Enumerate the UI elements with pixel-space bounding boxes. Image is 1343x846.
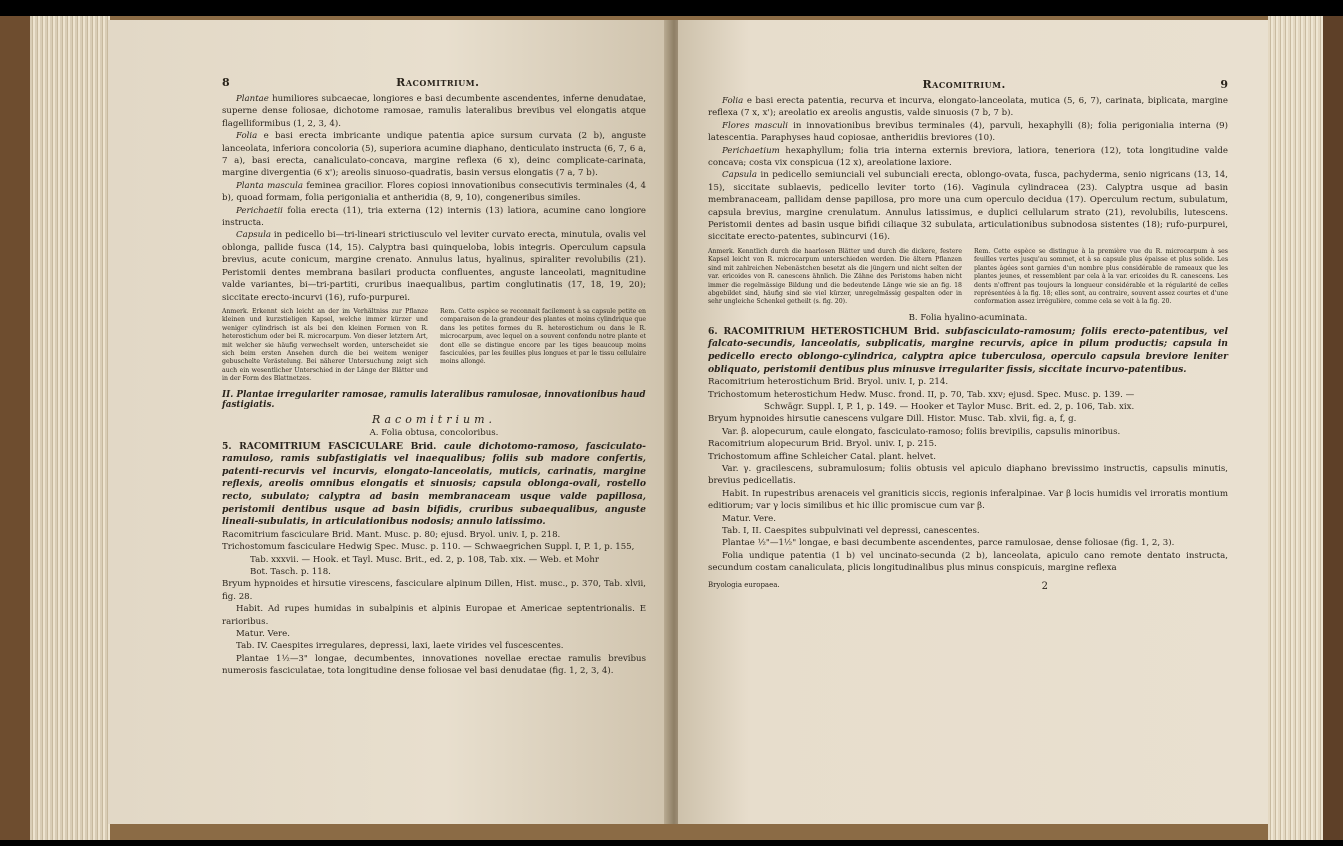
paragraph: Plantae humiliores subcaecae, longiores e basi decumbente ascendentes, inferne denudatae, superne dense foliosae, dichotome ramosae, ramulis lateralibus brevibus vel elongatis atque flagelliformibus (1, 2, 3, 4). [222,94,646,129]
paragraph: Plantae 1½—3" longae, decumbentes, innovationes novellae erectae ramulis brevibus numerosis fasciculatae, tota longitudine dense foliosae vel basi denudatae (fig. 1, 2, 3, 4). [222,653,646,677]
signature-number: 2 [1041,580,1048,592]
citation: Racomitrium heterostichum Brid. Bryol. univ. I, p. 214. [708,377,949,388]
footnotes [222,308,646,384]
paragraph: Capsula in pedicello bi—tri-lineari strictiusculo vel leviter curvato erecta, minutula, ovalis vel oblonga, pallide fusca (14, 15). Calyptra basi quinqueloba, lobis integris. Operculum capsula brevius, acute conicum, margine crenato. Annulus latus, hyalinus, spiraliter revolubilis (21). Peristomii dentes membrana basilari producta confluentes, anguste lanceolati, magnitudine valde variantes, bi—tri-partiti, cruribus inaequalibus, partim conglutinatis (17, 18, 19, 20); siccitate erecto-incurvi (16), rufo-purpurei. [222,230,646,303]
subsection-heading: B. Folia hyalino-acuminata. [908,312,1028,323]
left-cover [0,16,30,840]
paragraph: Plantae ½"—1½" longae, e basi decumbente ascendentes, parce ramulosae, dense foliosae (fig. 1, 2, 3). [722,538,1175,549]
running-head: Racomitrium. [396,76,480,89]
plate-reference: Tab. I, II. Caespites subpulvinati vel depressi, canescentes. [722,525,980,536]
right-page [678,20,1268,824]
right-cover [1323,16,1343,840]
paragraph: Folia undique patentia (1 b) vel uncinato-secunda (2 b), lanceolata, apiculo cano remote dentato instructa, secundum costam canaliculata, plicis longitudinalibus plus minus conspicuis, margine reflexa [708,550,1228,574]
subsection-heading: A. Folia obtusa, concoloribus. [369,427,499,438]
citation: Tab. xxxvii. — Hook. et Tayl. Musc. Brit., ed. 2, p. 108, Tab. xix. — Web. et Mohr [250,554,599,565]
note-french: Rem. Cette espèce se distingue à la première vue du R. microcarpum à ses feuilles vertes jusqu'au sommet, et à sa capsule plus épaisse et plus solide. Les plantes âgées sont garnies d'un nombre plus considérable de rameaux que les plantes jeunes, et ressemblent par cela à la var. ericoides du R. canescens. Les dents n'offrent pas toujours la longueur considérable et la régularité de celles représentées à la fig. 18; elles sont, au contraire, souvent assez courtes et d'une conformation assez irrégulière, comme cela se voit à la fig. 20. [974,247,1228,306]
citation: Bryum hypnoides et hirsutie virescens, fasciculare alpinum Dillen, Hist. musc., p. 370, Tab. xlvii, fig. 28. [222,579,646,602]
note-german: Anmerk. Kenntlich durch die haarlosen Blätter und durch die dickere, festere Kapsel leicht von R. microcarpum unterschieden werden. Die ältern Pflanzen sind mit zahlreichen Nebenästchen besetzt als die jüngern und nicht selten der var. ericoides von R. canescens ähnlich. Die Zähne des Peristoms haben nicht immer die regelmässige Bildung und die bedeutende Länge wie sie an fig. 18 abgebildet sind, häufig sind sie viel kürzer, unregelmässig gespalten oder in sehr ungleiche Schenkel getheilt (s. fig. 20). [708,247,962,306]
section-heading: II. Plantae irregulariter ramosae, ramulis lateralibus ramulosae, innovationibus haud fastigiatis. [222,389,646,410]
left-page-header [222,76,646,89]
genus-title: Racomitrium. [371,412,497,426]
species-heading: 6. RACOMITRIUM HETEROSTICHUM Brid. subfasciculato-ramosum; foliis erecto-patentibus, vel falcato-secundis, lanceolatis, subplicatis, margine recurvis, apice in pilum productis; capsula in pedicello erecto oblongo-cylindrica, calyptra apice tuberculosa, operculo capsula breviore leniter obliquato, peristomii dentibus plus minusve irregulariter fissis, siccitate incurvo-patentibus. [708,325,1229,375]
citation: Var. γ. gracilescens, subramulosum; foliis obtusis vel apiculo diaphano brevissimo instructis, capsulis minutis, brevius pedicellatis. [708,463,1228,487]
citation: Bryum hypnoides hirsutie canescens vulgare Dill. Histor. Musc. Tab. xlvii, fig. a, f, g. [708,414,1077,425]
note-german: Anmerk. Erkennt sich leicht an der im Verhältniss zur Pflanze kleinen und kurzstieligen Kapsel, welche immer kürzer und weniger cylindrisch ist als bei den kleinen Formen von R. heterostichum oder bei R. microcarpum. Von dieser letztern Art, mit welcher sie häufig verwechselt worden, unterscheidet sie sich beim ersten Ansehen durch die bei weitem weniger gebuschelte Verästelung. Bei näherer Untersuchung zeigt sich auch ein wesentlicher Unterschied in der Länge der Blätter und in der Form des Blattnetzes. [222,307,428,383]
paragraph: Perichaetii folia erecta (11), tria externa (12) internis (13) latiora, acumine cano longiore instructa. [222,205,646,229]
maturity: Matur. Vere. [236,628,290,639]
footnotes [708,248,1228,307]
paragraph: Folia e basi erecta imbricante undique patentia apice sursum curvata (2 b), anguste lanceolata, inferiora concoloria (5), superiora acumine diaphano, denticulato instructa (6, 7, 6 a, 7 a), basi erecta, canaliculato-concava, margine reflexa (6 x), deinc complicate-carinata, margine divergentia (6 x'); areolis sinuoso-quadratis, basin versus elongatis (7 a, 7 b). [222,131,646,179]
citation: Trichostomum affine Schleicher Catal. plant. helvet. [708,451,936,462]
citation: Schwägr. Suppl. I, P. 1, p. 149. — Hooker et Taylor Musc. Brit. ed. 2, p. 106, Tab. xix. [764,401,1135,412]
paragraph: Perichaetium hexaphyllum; folia tria interna externis breviora, latiora, teneriora (12), tota longitudine valde concava; costa vix conspicua (12 x), areolatione laxiore. [708,145,1228,169]
citation: Trichostomum heterostichum Hedw. Musc. frond. II, p. 70, Tab. xxv; ejusd. Spec. Musc. p. 139. — [708,389,1135,400]
citation: Racomitrium alopecurum Brid. Bryol. univ. I, p. 215. [708,439,937,450]
page-number: 8 [222,76,230,89]
paragraph: Planta mascula feminea gracilior. Flores copiosi innovationibus consecutivis terminales (4, 4 b), quoad formam, folia perigonialia et antheridia (8, 9, 10), congeneribus similes. [222,180,646,204]
running-head: Racomitrium. [922,78,1006,91]
paragraph: Flores masculi in innovationibus brevibus terminales (4), parvuli, hexaphylli (8); folia perigonialia interna (9) latescentia. Paraphyses haud copiosae, antheridiis breviores (10). [708,120,1229,144]
paragraph: Folia e basi erecta patentia, recurva et incurva, elongato-lanceolata, mutica (5, 6, 7), carinata, biplicata, margine reflexa (7 x, x'); areolatio ex areolis angustis, valde sinuosis (7 b, 7 b). [708,96,1228,119]
citation: Bot. Tasch. p. 118. [250,566,331,577]
left-page [108,20,670,824]
signature-text: Bryologia europaea. [708,580,780,589]
signature-line [708,581,1228,592]
page-number: 9 [1220,78,1228,91]
paragraph: Capsula in pedicello semiunciali vel subunciali erecta, oblongo-ovata, fusca, pachyderma, senio nigricans (13, 14, 15), siccitate sublaevis, pedicello leviter torto (16). Vaginula cylindracea (23). Calyptra usque ad basin membranaceam, pallidam dense papillosa, pro more una cum operculo decidua (17). Operculum rectum, subulatum, capsula brevius, margine crenulatum. Annulus latissimus, e duplici cellularum strato (21), revolubilis, lutescens. Peristomii dentes ad basin usque bifidi ciliaque 32 subulata, articulationibus subnodosa sistentes (18); rufo-purpurei, siccitate erecto-patentes, subincurvi (16). [708,170,1228,243]
habitat: Habit. In rupestribus arenaceis vel graniticis siccis, regionis inferalpinae. Var β locis humidis vel irroratis montium editiorum; var γ locis similibus et hic illic promiscue cum var β. [708,488,1228,512]
citation: Trichostomum fasciculare Hedwig Spec. Musc. p. 110. — Schwaegrichen Suppl. I, P. 1, p. 155, [222,542,635,553]
note-french: Rem. Cette espèce se reconnait facilement à sa capsule petite en comparaison de la grandeur des plantes et moins cylindrique que dans les petites formes du R. heterostichum ou dans le R. microcarpum, avec lequel on a souvent confondu notre plante et dont elle se distingue encore par les tiges beaucoup moins fasciculées, par les feuilles plus longues et par le tissu cellulaire moins allongé. [440,307,647,366]
citation: Var. β. alopecurum, caule elongato, fasciculato-ramoso; foliis brevipilis, capsulis minoribus. [722,426,1121,437]
habitat: Habit. Ad rupes humidas in subalpinis et alpinis Europae et Americae septentrionalis. E rarioribus. [222,604,646,627]
right-page-header [708,78,1228,91]
plate-reference: Tab. IV. Caespites irregulares, depressi, laxi, laete virides vel fuscescentes. [236,641,564,652]
maturity: Matur. Vere. [722,513,776,524]
citation: Racomitrium fasciculare Brid. Mant. Musc. p. 80; ejusd. Bryol. univ. I, p. 218. [222,529,561,540]
species-heading: 5. RACOMITRIUM FASCICULARE Brid. caule dichotomo-ramoso, fasciculato-ramuloso, ramis subfastigiatis vel inaequalibus; foliis sub madore confertis, patenti-recurvis vel incurvis, elongato-lanceolatis, muticis, carinatis, margine reflexis, areolis omnibus elongatis et sinuosis; capsula oblonga-ovali, rostello recto, subulato; calyptra ad basin membranaceam usque valde papillosa, peristomii dentibus usque ad basin bifidis, cruribus subaequalibus, anguste lineali-subulatis, in articulationibus nodosis; annulo latissimo. [222,440,646,528]
